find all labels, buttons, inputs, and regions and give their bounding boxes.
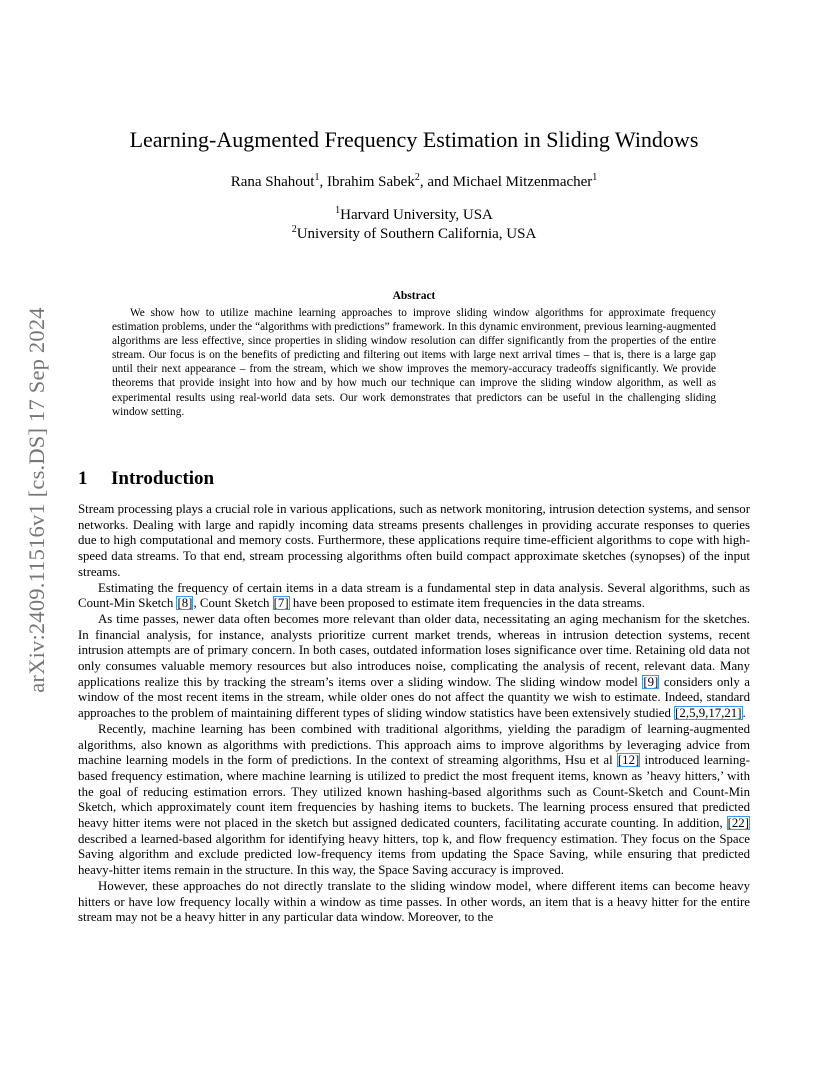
citation-link[interactable]: [2,5,9,17,21] xyxy=(675,706,742,721)
paragraph-text: Recently, machine learning has been combined with traditional algorithms, yielding the paradigm of learning-augmented algorithms, also known as algorithms with predictions. This approach aims to improve algorithms by leveraging advice from machine learning models in the form of predictions. In the context of streaming algorithms, Hsu et al xyxy=(78,721,750,768)
citation-link[interactable]: [7] xyxy=(273,596,289,611)
author-separator: , and xyxy=(419,174,453,190)
affiliation-name: University of Southern California, USA xyxy=(296,226,537,242)
paragraph: Stream processing plays a crucial role in various applications, such as network monitoring, intrusion detection systems, and sensor networks. Dealing with large and rapidly incoming data streams presents challenges in providing accurate responses to queries due to high computational and memory costs. Furthermore, these applications require time-efficient algorithms to cope with high-speed data streams. To that end, stream processing algorithms often build compact approximate sketches (synopses) of the input streams. xyxy=(78,502,750,579)
paragraph xyxy=(78,581,750,612)
paragraph xyxy=(78,722,750,879)
abstract-text: We show how to utilize machine learning approaches to improve sliding window algorithms for approximate frequency estimation problems, under the “algorithms with predictions” framework. In this dynamic environment, previous learning-augmented algorithms are less effective, since properties in sliding window resolution can differ significantly from the properties of the entire stream. Our focus is on the benefits of predicting and filtering out items with large next arrival times – that is, there is a large gap until their next appearance – from the stream, which we show improves the memory-accuracy tradeoffs significantly. We provide theorems that provide insight into how and by how much our technique can improve the sliding window algorithm, as well as experimental results using real-world data sets. Our work demonstrates that predictors can be useful in the challenging sliding window setting. xyxy=(112,307,716,418)
paper-title: Learning-Augmented Frequency Estimation in Sliding Windows xyxy=(129,127,699,152)
author-name: Rana Shahout xyxy=(230,174,315,190)
section-number: 1 xyxy=(78,468,88,489)
affiliation-mark: 1 xyxy=(335,205,341,216)
author-affil-mark: 1 xyxy=(592,172,598,183)
affiliation xyxy=(78,224,750,244)
author-separator: , xyxy=(319,174,327,190)
paragraph-text: have been proposed to estimate item frequencies in the data streams. xyxy=(289,596,645,611)
section-heading xyxy=(78,467,214,491)
author-list xyxy=(78,172,750,192)
abstract-heading: Abstract xyxy=(392,290,436,302)
paragraph: However, these approaches do not directly translate to the sliding window model, where different items can become heavy hitters or have low frequency locally within a window as time passes. In other words, an item that is a heavy hitter for the entire stream may not be a heavy hitter in any particular data window. Moreover, to the xyxy=(78,878,750,925)
paragraph-text: . xyxy=(742,706,746,721)
arxiv-identifier-sidebar xyxy=(17,290,57,710)
arxiv-id-text: arXiv:2409.11516v1 [cs.DS] 17 Sep 2024 xyxy=(24,307,49,693)
paragraph-text: , Count Sketch xyxy=(193,596,273,611)
citation-link[interactable]: [22] xyxy=(727,816,749,831)
citation-link[interactable]: [8] xyxy=(177,596,193,611)
author-affil-mark: 1 xyxy=(314,172,320,183)
author-name: Ibrahim Sabek xyxy=(326,174,415,190)
paragraph-text: considers only a window of the most recent items in the stream, while older ones do not affect the quantity we wish to estimate. Indeed, standard approaches to the problem of maintaining different types of sliding window statistics have been extensively studied xyxy=(78,674,750,721)
paragraph xyxy=(78,612,750,722)
section-body xyxy=(78,502,750,926)
paragraph-text: introduced learning-based frequency estimation, where machine learning is utilized to predict the most frequent items, known as ’heavy hitters,’ with the goal of reducing estimation errors. They utilized known hashing-based algorithms such as Count-Sketch and Count-Min Sketch, which approximately count item frequencies by hashing items to buckets. The learning process ensured that predicted heavy hitter items were not placed in the sketch but assigned dedicated counters, facilitating accurate counting. In addition, xyxy=(78,753,750,831)
paragraph-text: described a learned-based algorithm for identifying heavy hitters, top k, and flow frequency estimation. They focus on the Space Saving algorithm and exclude predicted low-frequency items from updating the Space Saving, while ensuring that predicted heavy-hitter items remain in the structure. In this way, the Space Saving accuracy is improved. xyxy=(78,831,750,878)
paragraph-text: As time passes, newer data often becomes more relevant than older data, necessitating an aging mechanism for the sketches. In financial analysis, for instance, analysts prioritize current market trends, whereas in intrusion detection systems, recent intrusion attempts are of primary concern. In both cases, outdated information loses significance over time. Retaining old data not only consumes valuable memory resources but also introduces noise, complicating the analysis of recent, relevant data. Many applications realize this by tracking the stream’s items over a sliding window. The sliding window model xyxy=(78,611,750,689)
author-affil-mark: 2 xyxy=(414,172,420,183)
affiliation-name: Harvard University, USA xyxy=(340,207,493,223)
citation-link[interactable]: [12] xyxy=(617,753,640,768)
author-name: Michael Mitzenmacher xyxy=(452,174,593,190)
paragraph-text: Estimating the frequency of certain items in a data stream is a fundamental step in data analysis. Several algorithms, such as Count-Min Sketch xyxy=(78,580,750,611)
affiliation xyxy=(78,205,750,225)
citation-link[interactable]: [9] xyxy=(643,674,659,689)
section-title: Introduction xyxy=(111,468,215,489)
affiliation-mark: 2 xyxy=(291,224,297,235)
